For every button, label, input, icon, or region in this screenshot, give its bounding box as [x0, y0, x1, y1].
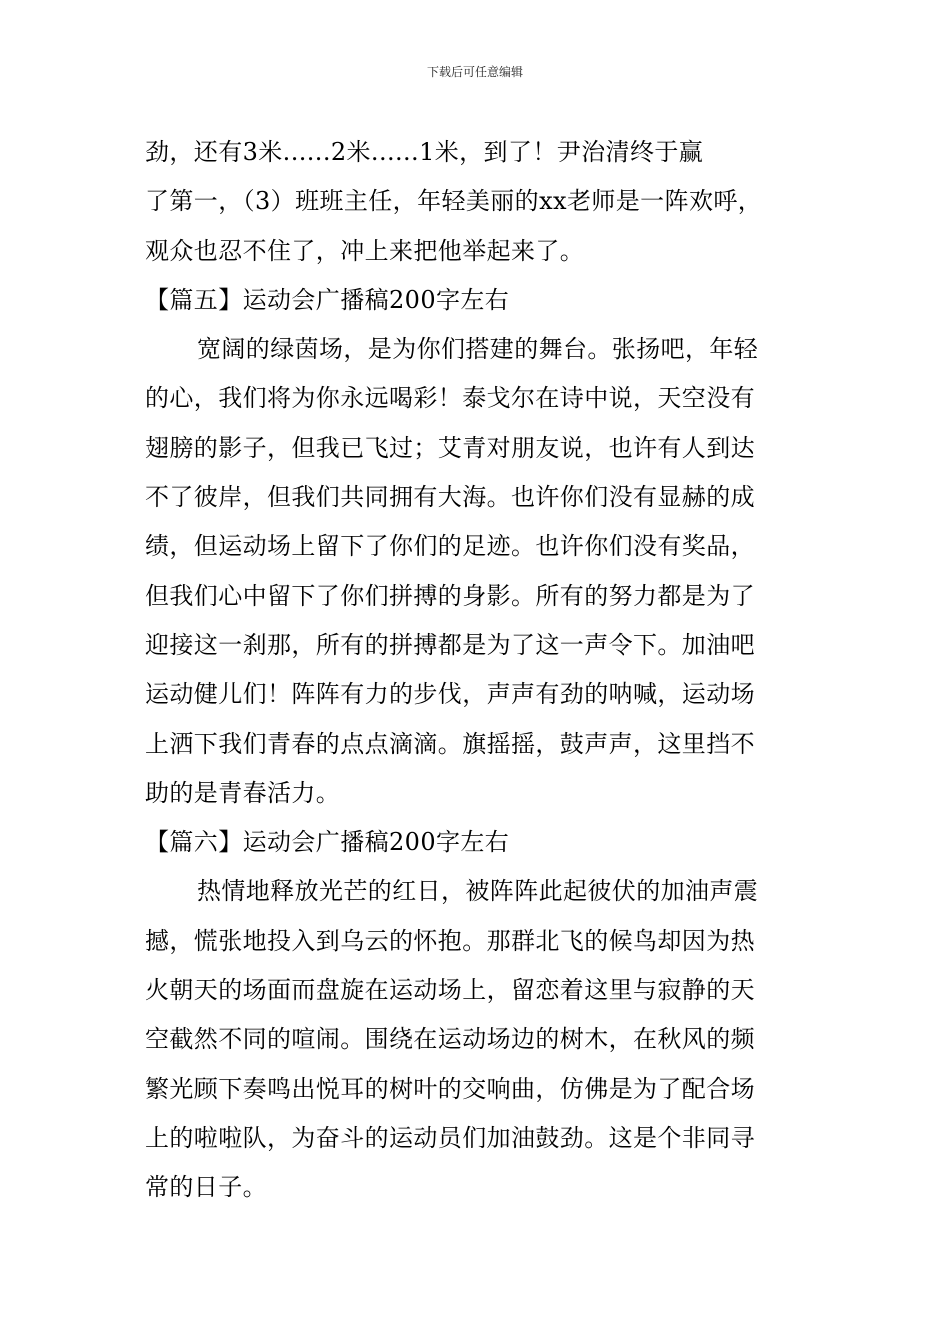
text-line: 的心，我们将为你永远喝彩！泰戈尔在诗中说，天空没有	[145, 384, 755, 413]
text-line: 但我们心中留下了你们拼搏的身影。所有的努力都是为了	[145, 581, 755, 610]
text-line: 常的日子。	[145, 1173, 267, 1202]
text-line: 了第一，（3）班班主任，年轻美丽的xx老师是一阵欢呼，	[145, 187, 763, 216]
document-body	[145, 128, 810, 1213]
section-heading-6: 【篇六】运动会广播稿200字左右	[145, 828, 510, 857]
text-line: 上的啦啦队，为奋斗的运动员们加油鼓劲。这是个非同寻	[145, 1123, 755, 1152]
text-line: 不了彼岸，但我们共同拥有大海。也许你们没有显赫的成	[145, 483, 755, 512]
text-line: 上洒下我们青春的点点滴滴。旗摇摇，鼓声声，这里挡不	[145, 729, 755, 758]
text-line: 劲，还有3米......2米......1米，到了！尹治清终于赢	[145, 138, 704, 166]
text-line: 绩，但运动场上留下了你们的足迹。也许你们没有奖品，	[145, 532, 755, 561]
text-line: 撼，慌张地投入到乌云的怀抱。那群北飞的候鸟却因为热	[145, 926, 755, 955]
text-line: 空截然不同的喧闹。围绕在运动场边的树木，在秋风的频	[145, 1025, 755, 1054]
text-line: 翅膀的影子，但我已飞过；艾青对朋友说，也许有人到达	[145, 433, 755, 462]
text-line: 运动健儿们！阵阵有力的步伐，声声有劲的呐喊，运动场	[145, 680, 755, 709]
text-line: 助的是青春活力。	[145, 778, 341, 807]
section-heading-5: 【篇五】运动会广播稿200字左右	[145, 285, 510, 314]
text-line: 热情地释放光芒的红日，被阵阵此起彼伏的加油声震	[197, 877, 759, 906]
text-line: 宽阔的绿茵场，是为你们搭建的舞台。张扬吧，年轻	[197, 335, 759, 364]
text-line: 繁光顾下奏鸣出悦耳的树叶的交响曲，仿佛是为了配合场	[145, 1074, 755, 1103]
text-line: 迎接这一刹那，所有的拼搏都是为了这一声令下。加油吧	[145, 630, 755, 659]
text-line: 火朝天的场面而盘旋在运动场上，留恋着这里与寂静的天	[145, 976, 755, 1005]
text-line: 观众也忍不住了，冲上来把他举起来了。	[145, 236, 585, 265]
page-header: 下载后可任意编辑	[426, 65, 523, 79]
